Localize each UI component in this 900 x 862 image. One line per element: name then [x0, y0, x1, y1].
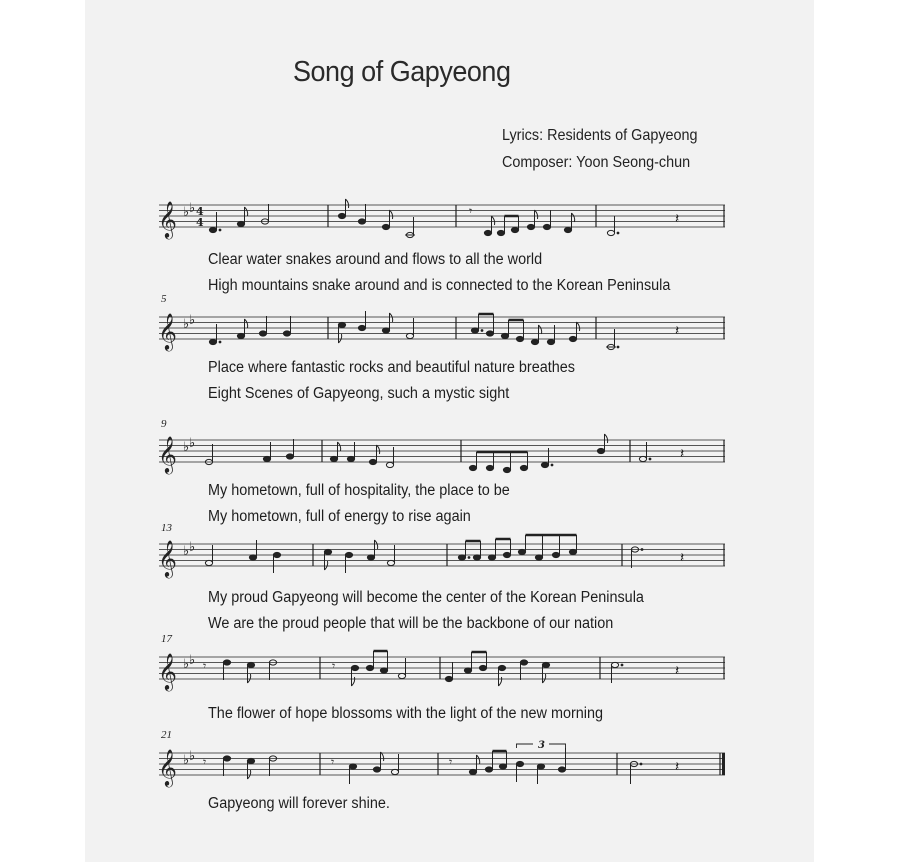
- lyric-line: Place where fantastic rocks and beautiful nature breathes: [208, 359, 576, 376]
- final-barline: [722, 753, 725, 775]
- music-staff: [155, 645, 730, 705]
- svg-text:𝄾: 𝄾: [203, 659, 207, 673]
- lyric-line: My hometown, full of hospitality, the place to be: [208, 482, 510, 499]
- svg-text:𝄽: 𝄽: [675, 210, 680, 226]
- lyric-line: We are the proud people that will be the backbone of our nation: [208, 615, 614, 632]
- flat-icon: ♭: [183, 753, 190, 768]
- flat-icon: ♭: [183, 657, 190, 672]
- lyric-line: My hometown, full of energy to rise again: [208, 508, 471, 525]
- measure-number: 17: [161, 633, 172, 645]
- svg-text:𝄽: 𝄽: [675, 322, 680, 338]
- treble-clef-icon: 𝄞: [158, 200, 177, 238]
- svg-text:𝄽: 𝄽: [675, 758, 680, 774]
- time-signature: 4: [196, 205, 204, 218]
- music-staff: [155, 736, 730, 798]
- music-staff: [155, 193, 730, 253]
- song-title: Song of Gapyeong: [293, 56, 511, 88]
- treble-clef-icon: 𝄞: [158, 652, 177, 690]
- svg-text:♭: ♭: [189, 749, 196, 764]
- lyric-line: The flower of hope blossoms with the light of the new morning: [208, 705, 604, 722]
- svg-text:♭: ♭: [189, 540, 196, 555]
- composer-credit: Composer: Yoon Seong-chun: [502, 154, 691, 171]
- lyric-line: Gapyeong will forever shine.: [208, 795, 390, 812]
- svg-text:𝄽: 𝄽: [680, 445, 685, 461]
- lyric-line: My proud Gapyeong will become the center of the Korean Peninsula: [208, 589, 644, 606]
- svg-text:𝄾: 𝄾: [469, 204, 473, 218]
- svg-text:𝄽: 𝄽: [680, 549, 685, 565]
- svg-text:𝄾: 𝄾: [449, 755, 453, 769]
- measure-number: 9: [161, 418, 167, 430]
- flat-icon: ♭: [183, 544, 190, 559]
- measure-number: 13: [161, 522, 172, 534]
- music-staff: [155, 305, 730, 365]
- treble-clef-icon: 𝄞: [158, 748, 177, 786]
- svg-text:𝄾: 𝄾: [203, 755, 207, 769]
- svg-text:♭: ♭: [189, 653, 196, 668]
- lyrics-credit: Lyrics: Residents of Gapyeong: [502, 127, 698, 144]
- svg-text:4: 4: [196, 216, 204, 229]
- lyric-line: Clear water snakes around and flows to all the world: [208, 251, 543, 268]
- measure-number: 21: [161, 729, 172, 741]
- svg-text:𝄾: 𝄾: [331, 755, 335, 769]
- music-staff: [155, 532, 730, 592]
- lyric-line: High mountains snake around and is connected to the Korean Peninsula: [208, 277, 671, 294]
- svg-text:♭: ♭: [189, 313, 196, 328]
- treble-clef-icon: 𝄞: [158, 312, 177, 350]
- music-staff: [155, 428, 730, 488]
- flat-icon: ♭: [183, 317, 190, 332]
- treble-clef-icon: 𝄞: [158, 435, 177, 473]
- measure-number: 5: [161, 293, 167, 305]
- svg-text:♭: ♭: [189, 201, 196, 216]
- svg-text:♭: ♭: [189, 436, 196, 451]
- treble-clef-icon: 𝄞: [158, 539, 177, 577]
- triplet-label: 3: [538, 740, 545, 751]
- lyric-line: Eight Scenes of Gapyeong, such a mystic sight: [208, 385, 510, 402]
- svg-text:𝄾: 𝄾: [332, 659, 336, 673]
- flat-icon: ♭: [183, 440, 190, 455]
- svg-text:𝄽: 𝄽: [675, 662, 680, 678]
- flat-icon: ♭: [183, 205, 190, 220]
